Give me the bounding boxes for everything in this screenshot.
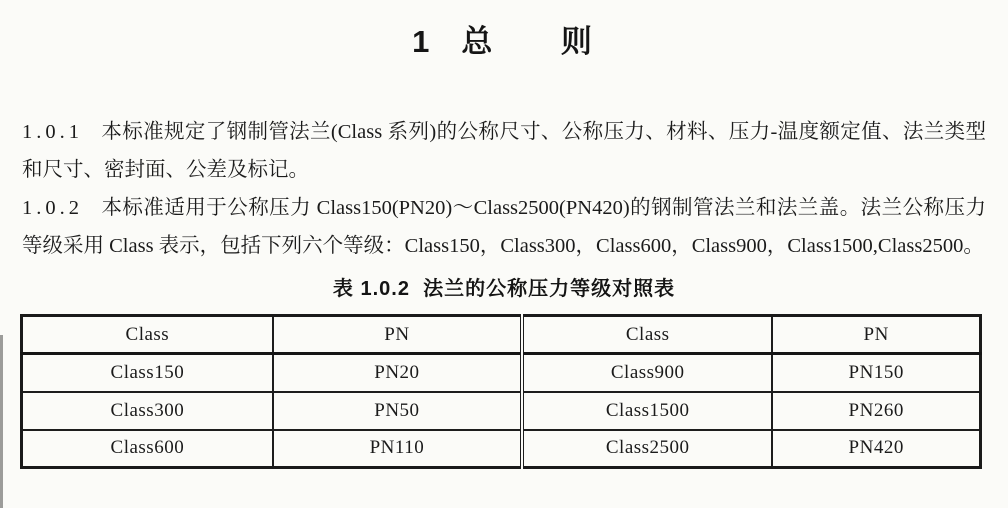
clause-number: 1.0.2 [22, 197, 83, 219]
table-cell: Class1500 [522, 392, 772, 430]
table-cell: PN20 [273, 354, 522, 392]
clause-1-0-1 [22, 113, 986, 189]
table-cell: Class600 [22, 430, 273, 468]
chapter-title-text: 总 则 [461, 24, 596, 59]
clause-text: 本标准规定了钢制管法兰(Class 系列)的公称尺寸、公称压力、材料、压力-温度额定值、法兰类型和尺寸、密封面、公差及标记。 [22, 121, 986, 181]
chapter-number: 1 [412, 24, 432, 59]
table-header-cell: PN [273, 316, 522, 354]
table-row [22, 354, 981, 392]
table-row [22, 430, 981, 468]
clause-1-0-2 [22, 189, 986, 265]
table-cell: Class150 [22, 354, 273, 392]
table-cell: Class900 [522, 354, 772, 392]
table-cell: Class2500 [522, 430, 772, 468]
table-header-row [22, 316, 981, 354]
body-text [22, 113, 986, 265]
table-header-cell: Class [522, 316, 772, 354]
table-cell: PN150 [772, 354, 980, 392]
table-cell: PN50 [273, 392, 522, 430]
pressure-class-comparison-table [20, 314, 982, 469]
table-row [22, 392, 981, 430]
table-header-cell: Class [22, 316, 273, 354]
table-cell: Class300 [22, 392, 273, 430]
chapter-title [0, 0, 1008, 61]
clause-text: 本标准适用于公称压力 Class150(PN20)～Class2500(PN420)的钢制管法兰和法兰盖。法兰公称压力等级采用 Class 表示，包括下列六个等级：Class150，Class300，Class600，Class900，Class1500,Class2500。 [22, 197, 986, 257]
table-cell: PN110 [273, 430, 522, 468]
table-cell: PN260 [772, 392, 980, 430]
clause-number: 1.0.1 [22, 121, 83, 143]
table-header-cell: PN [772, 316, 980, 354]
table-cell: PN420 [772, 430, 980, 468]
table-caption: 表 1.0.2 法兰的公称压力等级对照表 [332, 278, 676, 300]
